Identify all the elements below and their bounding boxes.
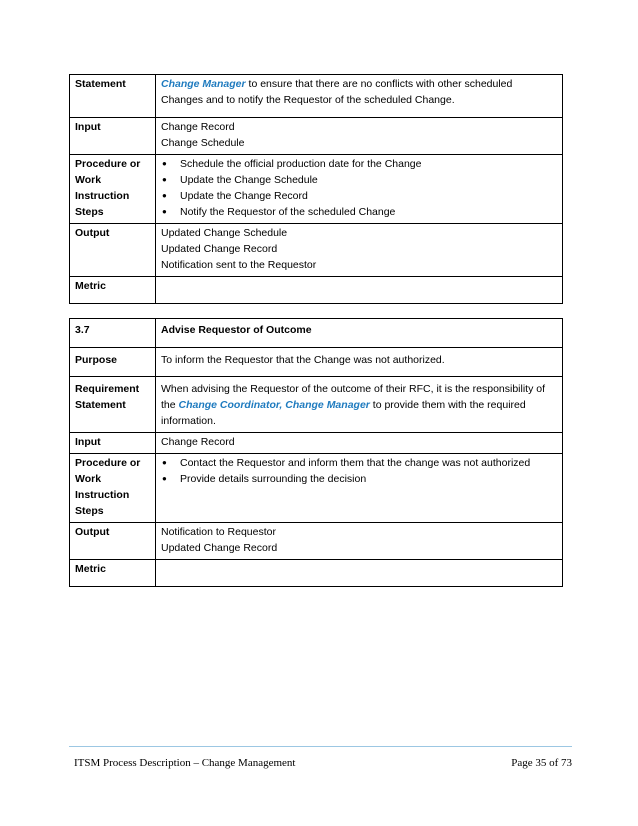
table-row: [70, 75, 563, 118]
requirement-cell: [156, 377, 563, 433]
row-label-metric: Metric: [70, 560, 156, 587]
table-row: [70, 118, 563, 155]
row-label-procedure: [70, 155, 156, 224]
label-line: Work: [75, 174, 102, 186]
input-cell: [156, 433, 563, 454]
footer-divider: [69, 746, 572, 747]
role-coordinator-manager: Change Coordinator, Change Manager: [178, 399, 370, 411]
row-label-input: Input: [70, 118, 156, 155]
label-line: Instruction: [75, 489, 130, 501]
label-line: Requirement: [75, 383, 140, 395]
section-title: Advise Requestor of Outcome: [156, 319, 563, 348]
procedure-cell: [156, 155, 563, 224]
input-line: Change Schedule: [161, 137, 245, 149]
label-line: Procedure or: [75, 457, 141, 469]
table-row: [70, 523, 563, 560]
bullet-item: ● Contact the Requestor and inform them that the change was not authorized: [161, 455, 557, 471]
input-line: Change Record: [161, 436, 235, 448]
purpose-cell: To inform the Requestor that the Change was not authorized.: [156, 348, 563, 377]
input-cell: [156, 118, 563, 155]
requirement-text: When advising the Requestor of the outcome of their RFC, it is the responsibility of the: [161, 383, 546, 411]
table-change-scheduling: [69, 74, 563, 304]
section-number: 3.7: [70, 319, 156, 348]
table-row: [70, 454, 563, 523]
row-label-statement: Statement: [70, 75, 156, 118]
row-label-output: Output: [70, 224, 156, 277]
requirement-text-end: to provide them with the required information.: [161, 399, 526, 427]
row-label-output: Output: [70, 523, 156, 560]
statement-text: to ensure that there are no conflicts with other scheduled Changes and to notify the Requestor of the scheduled Change.: [161, 78, 513, 106]
footer-page-number: Page 35 of 73: [511, 757, 572, 769]
bullet-item: ● Schedule the official production date for the Change: [161, 156, 557, 172]
bullet-item: ● Update the Change Record: [161, 188, 557, 204]
table-row: [70, 433, 563, 454]
input-line: Change Record: [161, 121, 235, 133]
procedure-cell: [156, 454, 563, 523]
bullet-item: ● Notify the Requestor of the scheduled Change: [161, 204, 557, 220]
table-row: [70, 155, 563, 224]
metric-cell: [156, 277, 563, 304]
table-row: [70, 277, 563, 304]
statement-cell: [156, 75, 563, 118]
bullet-item: ● Update the Change Schedule: [161, 172, 557, 188]
role-change-manager: Change Manager: [161, 78, 246, 90]
output-cell: [156, 523, 563, 560]
table-row: [70, 348, 563, 377]
row-label-requirement: [70, 377, 156, 433]
row-label-input: Input: [70, 433, 156, 454]
table-row: [70, 224, 563, 277]
table-row: [70, 377, 563, 433]
output-line: Notification to Requestor: [161, 526, 276, 538]
label-line: Statement: [75, 399, 126, 411]
label-line: Instruction: [75, 190, 130, 202]
label-line: Steps: [75, 505, 104, 517]
table-advise-requestor: [69, 318, 563, 587]
output-cell: [156, 224, 563, 277]
label-line: Procedure or: [75, 158, 141, 170]
metric-cell: [156, 560, 563, 587]
label-line: Steps: [75, 206, 104, 218]
table-row: [70, 560, 563, 587]
row-label-purpose: Purpose: [70, 348, 156, 377]
bullet-item: ● Provide details surrounding the decision: [161, 471, 557, 487]
output-line: Updated Change Record: [161, 243, 278, 255]
table-row: [70, 319, 563, 348]
output-line: Updated Change Schedule: [161, 227, 288, 239]
footer-document-title: ITSM Process Description – Change Management: [74, 757, 296, 769]
row-label-procedure: [70, 454, 156, 523]
label-line: Work: [75, 473, 102, 485]
row-label-metric: Metric: [70, 277, 156, 304]
output-line: Notification sent to the Requestor: [161, 259, 317, 271]
output-line: Updated Change Record: [161, 542, 278, 554]
